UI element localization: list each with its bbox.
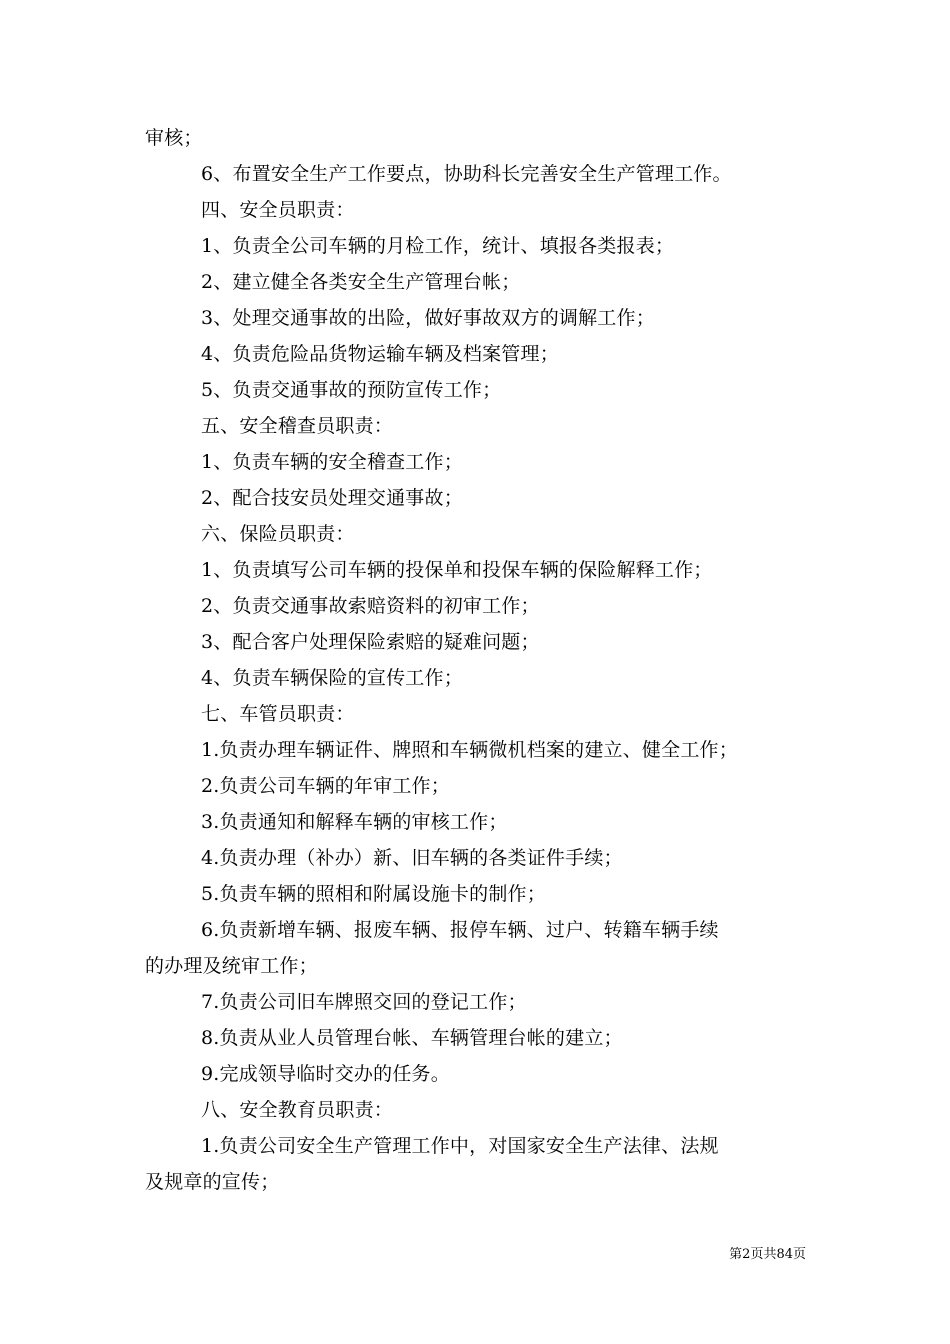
text-line: 2、建立健全各类安全生产管理台帐； — [201, 271, 521, 293]
text-line: 2.负责公司车辆的年审工作； — [201, 775, 450, 797]
text-line: 6.负责新增车辆、报废车辆、报停车辆、过户、转籍车辆手续 — [201, 919, 719, 941]
text-line: 2、负责交通事故索赔资料的初审工作； — [201, 595, 540, 617]
text-line: 四、安全员职责： — [201, 199, 355, 221]
text-line: 五、安全稽查员职责： — [201, 415, 394, 437]
document-body — [145, 120, 815, 1200]
text-line: 5.负责车辆的照相和附属设施卡的制作； — [201, 883, 546, 905]
text-line: 3、配合客户处理保险索赔的疑难问题； — [201, 631, 540, 653]
page-footer: 第2页共84页 — [729, 1247, 806, 1262]
text-line: 9.完成领导临时交办的任务。 — [201, 1063, 450, 1085]
text-line: 1.负责办理车辆证件、牌照和车辆微机档案的建立、健全工作； — [201, 739, 738, 761]
text-line: 及规章的宣传； — [145, 1171, 280, 1193]
text-line: 八、安全教育员职责： — [201, 1099, 394, 1121]
text-line: 3、处理交通事故的出险，做好事故双方的调解工作； — [201, 307, 655, 329]
text-line: 5、负责交通事故的预防宣传工作； — [201, 379, 502, 401]
text-line: 1、负责车辆的安全稽查工作； — [201, 451, 463, 473]
text-line: 7.负责公司旧车牌照交回的登记工作； — [201, 991, 527, 1013]
text-line: 8.负责从业人员管理台帐、车辆管理台帐的建立； — [201, 1027, 623, 1049]
text-line: 6、布置安全生产工作要点，协助科长完善安全生产管理工作。 — [201, 163, 732, 185]
text-line: 1.负责公司安全生产管理工作中，对国家安全生产法律、法规 — [201, 1135, 719, 1157]
text-line: 3.负责通知和解释车辆的审核工作； — [201, 811, 508, 833]
text-line: 4、负责车辆保险的宣传工作； — [201, 667, 463, 689]
text-line: 2、配合技安员处理交通事故； — [201, 487, 463, 509]
text-line: 的办理及统审工作； — [145, 955, 318, 977]
text-line: 4、负责危险品货物运输车辆及档案管理； — [201, 343, 559, 365]
text-line: 1、负责填写公司车辆的投保单和投保车辆的保险解释工作； — [201, 559, 713, 581]
text-line: 审核； — [145, 127, 203, 149]
text-line: 七、车管员职责： — [201, 703, 355, 725]
text-line: 4.负责办理（补办）新、旧车辆的各类证件手续； — [201, 847, 623, 869]
text-line: 1、负责全公司车辆的月检工作，统计、填报各类报表； — [201, 235, 675, 257]
text-line: 六、保险员职责： — [201, 523, 355, 545]
